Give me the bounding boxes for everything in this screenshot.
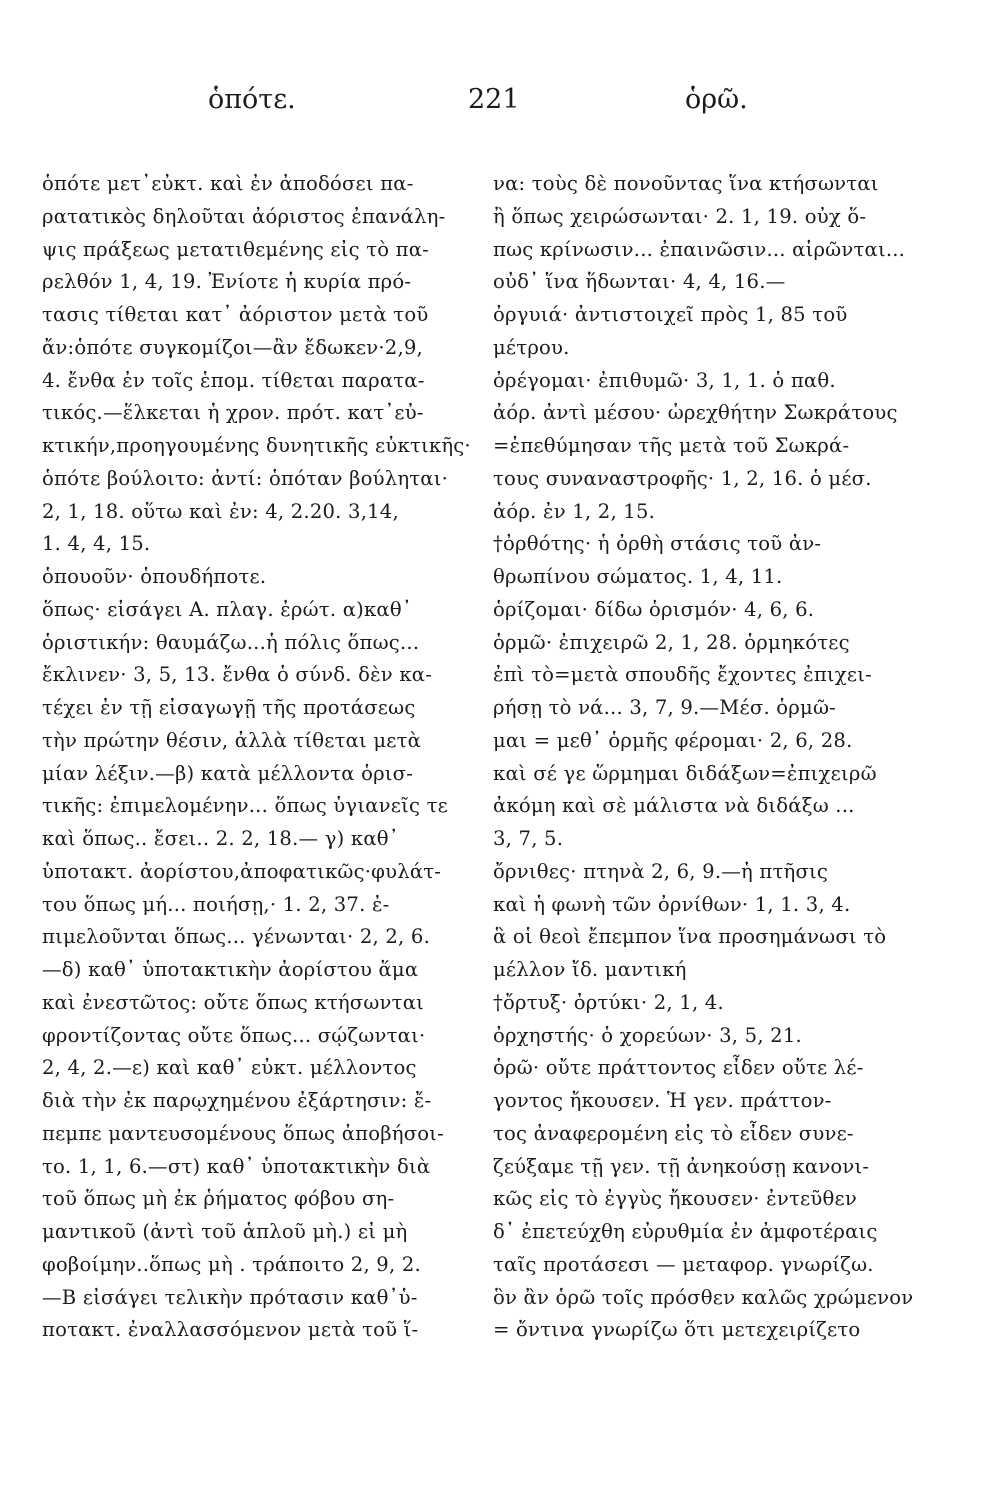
- text-line: τικός.—ἕλκεται ἡ χρον. πρότ. κατ᾽εὐ-: [42, 401, 424, 425]
- text-line: τασις τίθεται κατ᾽ ἀόριστον μετὰ τοῦ: [42, 303, 429, 326]
- text-line: πιμελοῦνται ὅπως... γένωνται· 2, 2, 6.: [42, 925, 431, 949]
- text-line: γοντος ἤκουσεν. Ἡ γεν. πράττον-: [493, 1089, 832, 1112]
- text-line: ρήσῃ τὸ νά... 3, 7, 9.—Μέσ. ὁρμῶ-: [493, 696, 836, 719]
- text-line: ζεύξαμε τῇ γεν. τῇ ἀνηκούσῃ κανονι-: [493, 1154, 870, 1178]
- text-line: ὃν ἂν ὁρῶ τοῖς πρόσθεν καλῶς χρώμενον: [493, 1285, 914, 1309]
- text-line: δ᾽ ἐπετεύχθη εὐρυθμία ἐν ἀμφοτέραις: [493, 1220, 878, 1243]
- text-line: ὁπότε μετ᾽εὐκτ. καὶ ἐν ἀποδόσει πα-: [42, 172, 414, 195]
- text-line: μαι = μεθ᾽ ὁρμῆς φέρομαι· 2, 6, 28.: [493, 728, 853, 752]
- text-line: ἐπὶ τὸ=μετὰ σπουδῆς ἔχοντες ἐπιχει-: [493, 663, 872, 687]
- text-line: καὶ σέ γε ὥρμημαι διδάξων=ἐπιχειρῶ: [493, 761, 877, 785]
- text-line: ὁπουοῦν· ὁπουδήποτε.: [42, 565, 267, 588]
- text-line: =ἐπεθύμησαν τῆς μετὰ τοῦ Σωκρά-: [493, 434, 850, 457]
- right-column: [493, 168, 938, 1347]
- text-line: μέτρου.: [493, 335, 570, 359]
- text-line: ποτακτ. ἐναλλασσόμενον μετὰ τοῦ ἵ-: [42, 1318, 419, 1342]
- text-line: ἢ ὅπως χειρώσωνται· 2. 1, 19. οὐχ ὅ-: [493, 204, 867, 228]
- text-line: φοβοίμην..ὅπως μὴ . τράποιτο 2, 9, 2.: [42, 1252, 421, 1276]
- text-line: ὁρμῶ· ἐπιχειρῶ 2, 1, 28. ὁρμηκότες: [493, 630, 850, 654]
- text-line: ψις πράξεως μετατιθεμένης εἰς τὸ πα-: [42, 237, 429, 261]
- text-line: του ὅπως μή... ποιήσῃ,· 1. 2, 37. ἐ-: [42, 892, 390, 916]
- text-line: ἀκόμη καὶ σὲ μάλιστα νὰ διδάξω ...: [493, 794, 855, 818]
- text-line: ὁπότε βούλοιτο: ἀντί: ὁπόταν βούληται·: [42, 466, 449, 490]
- text-line: οὐδ᾽ ἵνα ἥδωνται· 4, 4, 16.—: [493, 270, 786, 294]
- text-line: ὁρίζομαι· δίδω ὁρισμόν· 4, 6, 6.: [493, 597, 815, 621]
- text-line: τοῦ ὅπως μὴ ἐκ ῥήματος φόβου ση-: [42, 1187, 395, 1211]
- text-line: 4. ἔνθα ἐν τοῖς ἑπομ. τίθεται παρατα-: [42, 368, 425, 392]
- text-line: καὶ ὅπως.. ἔσει.. 2. 2, 18.— γ) καθ᾽: [42, 827, 399, 850]
- text-line: 2, 4, 2.—ε) καὶ καθ᾽ εὐκτ. μέλλοντος: [42, 1056, 417, 1080]
- text-line: †ὄρτυξ· ὀρτύκι· 2, 1, 4.: [493, 990, 724, 1014]
- text-line: διὰ τὴν ἐκ παρῳχημένου ἐξάρτησιν: ἔ-: [42, 1089, 432, 1112]
- text-line: ὀργυιά· ἀντιστοιχεῖ πρὸς 1, 85 τοῦ: [493, 303, 848, 326]
- text-line: πως κρίνωσιν... ἐπαινῶσιν... αἱρῶνται...: [493, 237, 906, 261]
- text-line: τικῆς: ἐπιμελομένην... ὅπως ὑγιανεῖς τε: [42, 794, 448, 818]
- text-line: = ὄντινα γνωρίζω ὅτι μετεχειρίζετο: [493, 1318, 861, 1342]
- text-line: ἄν:ὁπότε συγκομίζοι—ἂν ἔδωκεν·2,9,: [42, 335, 423, 359]
- text-line: καὶ ἐνεστῶτος: οὔτε ὅπως κτήσωνται: [42, 990, 425, 1014]
- text-line: τους συναναστροφῆς· 1, 2, 16. ὁ μέσ.: [493, 466, 872, 490]
- text-line: θρωπίνου σώματος. 1, 4, 11.: [493, 565, 783, 588]
- text-line: καὶ ἡ φωνὴ τῶν ὀρνίθων· 1, 1. 3, 4.: [493, 892, 851, 916]
- text-line: ταῖς προτάσεσι — μεταφορ. γνωρίζω.: [493, 1252, 874, 1276]
- header-right-guideword: ὁρῶ.: [685, 84, 748, 115]
- left-column: [42, 168, 482, 1347]
- text-line: ὁριστικήν: θαυμάζω...ἡ πόλις ὅπως...: [42, 630, 420, 654]
- text-line: —Β εἰσάγει τελικὴν πρότασιν καθ᾽ὑ-: [42, 1285, 418, 1309]
- text-line: φροντίζοντας οὔτε ὅπως... σῴζωνται·: [42, 1023, 426, 1047]
- text-line: ρελθόν 1, 4, 19. Ἐνίοτε ἡ κυρία πρό-: [42, 270, 412, 294]
- text-line: κτικήν,προηγουμένης δυνητικῆς εὐκτικῆς·: [42, 434, 471, 457]
- text-line: ἔκλινεν· 3, 5, 13. ἔνθα ὁ σύνδ. δὲν κα-: [42, 663, 433, 687]
- text-line: κῶς εἰς τὸ ἐγγὺς ἤκουσεν· ἐντεῦθεν: [493, 1187, 857, 1211]
- text-line: τος ἀναφερομένη εἰς τὸ εἶδεν συνε-: [493, 1121, 854, 1145]
- text-line: 1. 4, 4, 15.: [42, 532, 151, 556]
- text-line: †ὀρθότης· ἡ ὀρθὴ στάσις τοῦ ἀν-: [493, 532, 822, 556]
- text-line: ὀρχηστής· ὁ χορεύων· 3, 5, 21.: [493, 1023, 802, 1047]
- text-line: το. 1, 1, 6.—στ) καθ᾽ ὑποτακτικὴν διὰ: [42, 1154, 431, 1178]
- text-line: ὀρέγομαι· ἐπιθυμῶ· 3, 1, 1. ὁ παθ.: [493, 368, 836, 392]
- text-line: ὁρῶ· οὔτε πράττοντος εἶδεν οὔτε λέ-: [493, 1056, 864, 1080]
- text-line: ὅπως· εἰσάγει Α. πλαγ. ἐρώτ. α)καθ᾽: [42, 597, 412, 621]
- text-line: ρατατικὸς δηλοῦται ἀόριστος ἐπανάλη-: [42, 204, 446, 228]
- text-line: πεμπε μαντευσομένους ὅπως ἀποβήσοι-: [42, 1121, 444, 1145]
- text-line: ἃ οἱ θεοὶ ἔπεμπον ἵνα προσημάνωσι τὸ: [493, 925, 887, 949]
- text-line: ὄρνιθες· πτηνὰ 2, 6, 9.—ἡ πτῆσις: [493, 859, 829, 883]
- text-line: μαντικοῦ (ἀντὶ τοῦ ἁπλοῦ μὴ.) εἰ μὴ: [42, 1220, 408, 1243]
- text-line: να: τοὺς δὲ πονοῦντας ἵνα κτήσωνται: [493, 172, 879, 195]
- text-line: ἀόρ. ἀντὶ μέσου· ὠρεχθήτην Σωκράτους: [493, 401, 898, 425]
- text-line: —δ) καθ᾽ ὑποτακτικὴν ἀορίστου ἅμα: [42, 958, 419, 981]
- text-line: μίαν λέξιν.—β) κατὰ μέλλοντα ὁρισ-: [42, 761, 414, 785]
- text-line: 3, 7, 5.: [493, 827, 564, 850]
- page-number: 221: [468, 84, 520, 115]
- text-line: ἀόρ. ἐν 1, 2, 15.: [493, 499, 656, 523]
- text-line: ὑποτακτ. ἀορίστου,ἀποφατικῶς·φυλάτ-: [42, 859, 442, 883]
- text-line: τὴν πρώτην θέσιν, ἀλλὰ τίθεται μετὰ: [42, 728, 422, 752]
- running-header: [0, 84, 983, 124]
- text-line: 2, 1, 18. οὕτω καὶ ἐν: 4, 2.20. 3,14,: [42, 499, 399, 523]
- text-line: τέχει ἐν τῇ εἰσαγωγῇ τῆς προτάσεως: [42, 696, 416, 719]
- text-line: μέλλον ἴδ. μαντική: [493, 958, 687, 981]
- header-left-guideword: ὁπότε.: [208, 84, 296, 115]
